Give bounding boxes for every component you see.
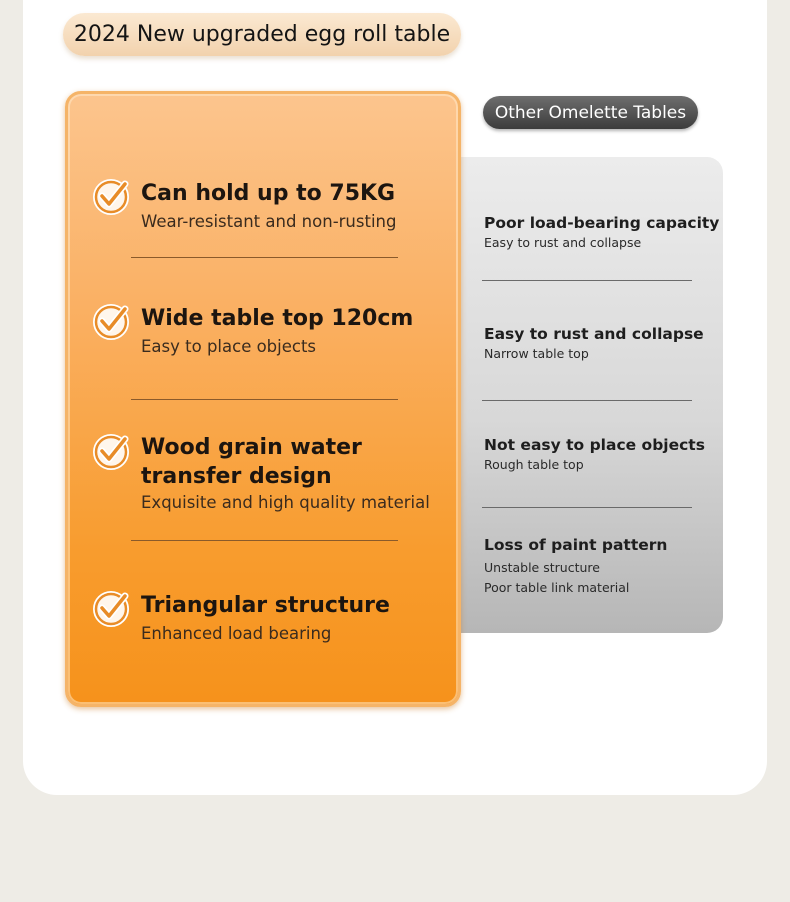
check-circle-icon (93, 591, 129, 627)
divider (482, 400, 692, 401)
feature-title-line: Wood grain water (141, 435, 362, 460)
feature-title (141, 179, 395, 208)
divider (131, 257, 398, 258)
divider (131, 399, 398, 400)
check-circle-icon (93, 434, 129, 470)
feature-subtitle: Enhanced load bearing (141, 624, 332, 643)
feature-title-line: Triangular structure (141, 593, 390, 618)
other-item-title: Loss of paint pattern (484, 536, 668, 554)
other-item-line: Poor table link material (484, 580, 630, 595)
feature-title (141, 304, 413, 333)
feature-title-line: transfer design (141, 464, 332, 489)
divider (131, 540, 398, 541)
check-circle-icon (93, 304, 129, 340)
feature-title-line: Wide table top 120cm (141, 306, 414, 331)
other-item (484, 435, 714, 475)
feature-title (141, 433, 362, 491)
other-item-line: Unstable structure (484, 560, 600, 575)
divider (482, 280, 692, 281)
feature-subtitle: Exquisite and high quality material (141, 493, 430, 512)
feature-subtitle: Wear-resistant and non-rusting (141, 212, 397, 231)
feature-title (141, 591, 390, 620)
other-item-line: Easy to rust and collapse (484, 235, 642, 250)
other-item (484, 535, 714, 598)
other-tables-label (483, 96, 698, 129)
page-title-text: 2024 New upgraded egg roll table (73, 22, 451, 47)
other-item-line: Narrow table top (484, 346, 589, 361)
other-item-title: Easy to rust and collapse (484, 325, 704, 343)
divider (482, 507, 692, 508)
other-item-title: Poor load-bearing capacity (484, 214, 720, 232)
other-item (484, 324, 714, 364)
other-item (484, 213, 720, 253)
other-tables-label-text: Other Omelette Tables (494, 102, 687, 123)
feature-title-line: Can hold up to 75KG (141, 181, 396, 206)
other-item-title: Not easy to place objects (484, 436, 705, 454)
check-circle-icon (93, 179, 129, 215)
feature-subtitle: Easy to place objects (141, 337, 317, 356)
other-item-line: Rough table top (484, 457, 584, 472)
page-title (63, 13, 461, 56)
